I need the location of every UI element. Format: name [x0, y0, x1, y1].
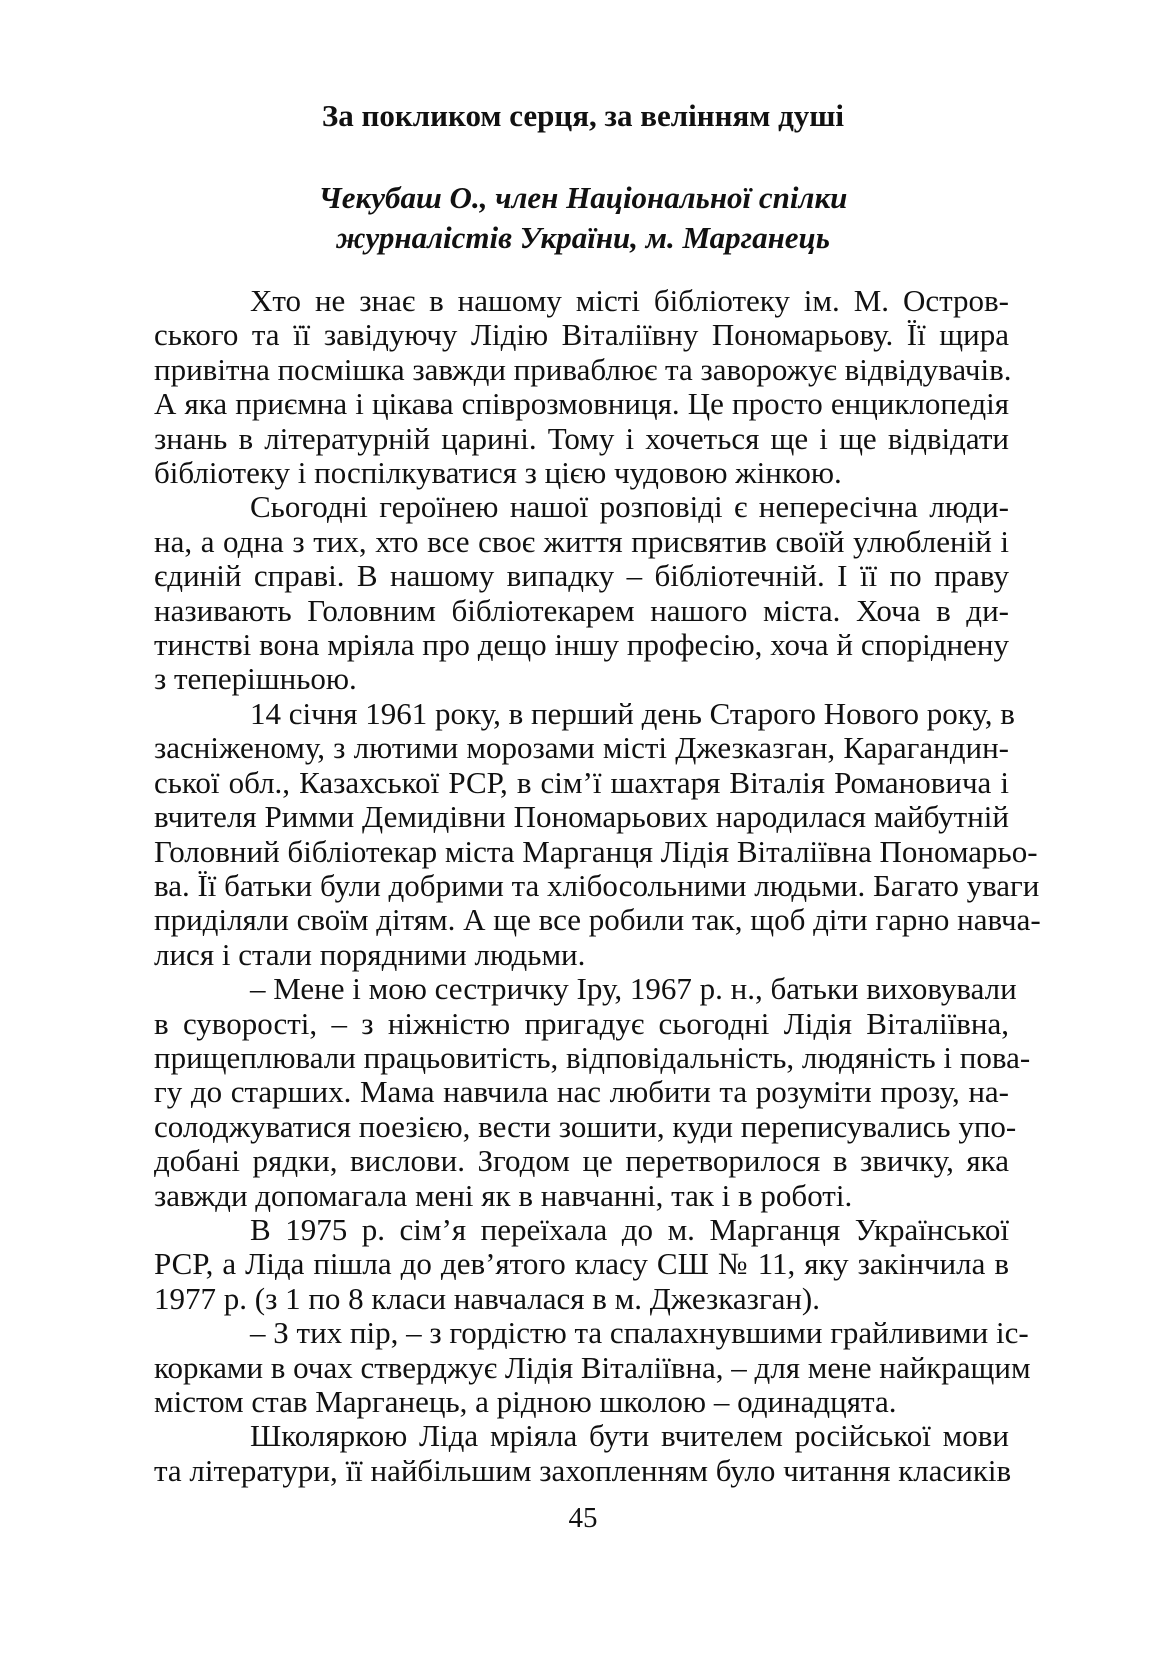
paragraph-line: завжди допомагала мені як в навчанні, так і в роботі. — [154, 1177, 853, 1213]
paragraph-line: В 1975 р. сім’я переїхала до м. Марганця Української — [250, 1211, 1009, 1247]
byline-line-2: журналістів України, м. Марганець — [336, 220, 830, 255]
paragraph — [154, 1418, 1012, 1488]
paragraph-line: А яка приємна і цікава співрозмовниця. Це просто енциклопедія — [154, 386, 1009, 422]
byline-line-1: Чекубаш О., член Національної спілки — [318, 180, 848, 215]
paragraph-line: Головний бібліотекар міста Марганця Лідія Віталіївна Пономарьо- — [154, 833, 1038, 869]
paragraph-line: в суворості, – з ніжністю пригадує сьогодні Лідія Віталіївна, — [154, 1005, 1009, 1041]
paragraph-line: – З тих пір, – з гордістю та спалахнувшими грайливими іс- — [250, 1315, 1029, 1351]
paragraph — [154, 1315, 1031, 1419]
paragraph-line: – Мене і мою сестричку Іру, 1967 р. н., батьки виховували — [250, 971, 1017, 1007]
paragraph-line: солоджуватися поезією, вести зошити, куди переписувались упо- — [154, 1108, 1017, 1144]
article-title: За покликом серця, за велінням душі — [321, 98, 845, 133]
article-body — [154, 283, 1041, 1488]
paragraph-line: Хто не знає в нашому місті бібліотеку ім. М. Остров- — [250, 283, 1009, 318]
paragraph-line: Школяркою Ліда мріяла бути вчителем російської мови — [250, 1418, 1009, 1454]
paragraph-line: ського та її завідуючу Лідію Віталіївну Пономарьову. Її щира — [154, 317, 1009, 353]
paragraph-line: містом став Марганець, а рідною школою – одинадцята. — [154, 1384, 897, 1419]
paragraph-line: знань в літературній царині. Тому і хочеться ще і ще відвідати — [154, 420, 1009, 456]
paragraph — [154, 490, 1009, 696]
paragraph-line: привітна посмішка завжди приваблює та заворожує відвідувачів. — [154, 351, 1012, 387]
paragraph-line: єдиній справі. В нашому випадку – бібліотечній. І її по праву — [154, 558, 1009, 594]
paragraph-line: 1977 р. (з 1 по 8 класи навчалася в м. Джезказган). — [154, 1280, 821, 1316]
paragraph-line: приділяли своїм дітям. А ще все робили так, щоб діти гарно навча- — [154, 902, 1041, 938]
page-number: 45 — [568, 1502, 598, 1534]
paragraph-line: лися і стали порядними людьми. — [154, 936, 586, 972]
paragraph-line: Сьогодні героїнею нашої розповіді є непересічна люди- — [250, 489, 1009, 525]
paragraph-line: тинстві вона мріяла про дещо іншу професію, хоча й споріднену — [154, 627, 1009, 663]
paragraph-line: ської обл., Казахської РСР, в сім’ї шахтаря Віталія Романовича і — [154, 764, 1009, 800]
paragraph-line: вчителя Римми Демидівни Пономарьових народилася майбутній — [154, 799, 1009, 835]
article-byline — [0, 178, 1166, 258]
paragraph — [154, 695, 1041, 972]
paragraph-line: 14 січня 1961 року, в перший день Старого Нового року, в — [250, 695, 1015, 731]
paragraph-line: називають Головним бібліотекарем нашого міста. Хоча в ди- — [154, 592, 1009, 628]
paragraph-line: добані рядки, вислови. Згодом це перетворилося в звичку, яка — [154, 1143, 1009, 1179]
paragraph-line: засніженому, з лютими морозами місті Джезказган, Карагандин- — [154, 730, 1009, 766]
paragraph — [154, 1213, 1009, 1316]
paragraph-line: на, а одна з тих, хто все своє життя присвятив своїй улюбленій і — [154, 523, 1009, 559]
paragraph-line: корками в очах стверджує Лідія Віталіївна, – для мене найкращим — [154, 1349, 1031, 1385]
paragraph-line: РСР, а Ліда пішла до дев’ятого класу СШ № 11, яку закінчила в — [154, 1246, 1009, 1282]
paragraph — [154, 971, 1031, 1213]
paragraph-line: ва. Її батьки були добрими та хлібосольними людьми. Багато уваги — [154, 867, 1040, 903]
paragraph — [154, 283, 1012, 491]
paragraph-line: бібліотеку і поспілкуватися з цією чудовою жінкою. — [154, 455, 842, 491]
paragraph-line: прищеплювали працьовитість, відповідальність, людяність і пова- — [154, 1039, 1031, 1075]
paragraph-line: з теперішньою. — [154, 661, 357, 697]
paragraph-line: та літератури, її найбільшим захопленням було читання класиків — [154, 1452, 1012, 1488]
paragraph-line: гу до старших. Мама навчила нас любити та розуміти прозу, на- — [154, 1074, 1009, 1110]
